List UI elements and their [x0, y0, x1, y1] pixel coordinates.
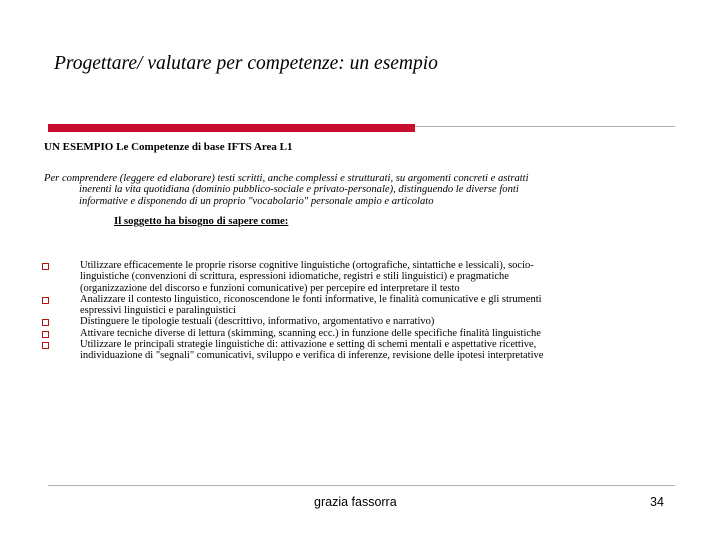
- intro-line: Per comprendere (leggere ed elaborare) testi scritti, anche complessi e strutturati, su argomenti concreti e astratti: [44, 173, 529, 184]
- list-item: [42, 328, 682, 339]
- list-item: [42, 260, 682, 294]
- footer-author: grazia fassorra: [314, 495, 397, 509]
- list-item-line: Utilizzare le principali strategie linguistiche di: attivazione e setting di schemi mentali e aspettative ricettive,: [80, 339, 537, 351]
- intro-line: inerenti la vita quotidiana (dominio pubblico-sociale e privato-personale), distinguendo le diverse fonti: [79, 184, 519, 196]
- list-item-line: Attivare tecniche diverse di lettura (skimming, scanning ecc.) in funzione delle specifiche finalità linguistiche: [80, 327, 541, 339]
- page-number: 34: [650, 495, 664, 509]
- list-item-line: (organizzazione del discorso e funzioni comunicative) per percepire ed interpretare il testo: [80, 282, 460, 294]
- list-item-line: Distinguere le tipologie testuali (descrittivo, informativo, argomentativo e narrativo): [80, 316, 435, 328]
- square-bullet-icon: [42, 319, 49, 326]
- list-item: [42, 339, 682, 362]
- list-item: [42, 316, 682, 327]
- square-bullet-icon: [42, 331, 49, 338]
- footer-divider: [48, 485, 675, 486]
- intro-paragraph: [44, 173, 674, 207]
- list-item-line: Utilizzare efficacemente le proprie risorse cognitive linguistiche (ortografiche, sintattiche e lessicali), socio-: [80, 260, 534, 271]
- intro-line: informative e disponendo di un proprio "vocabolario" personale ampio e articolato: [79, 195, 434, 207]
- section-heading: UN ESEMPIO Le Competenze di base IFTS Area L1: [44, 141, 293, 153]
- competence-list: [42, 260, 682, 362]
- square-bullet-icon: [42, 263, 49, 270]
- subheading: Il soggetto ha bisogno di sapere come:: [114, 215, 289, 227]
- list-item-line: linguistiche (convenzioni di scrittura, espressioni idiomatiche, registri e stili linguistici) e pragmatiche: [80, 271, 509, 283]
- list-item: [42, 294, 682, 317]
- square-bullet-icon: [42, 342, 49, 349]
- square-bullet-icon: [42, 297, 49, 304]
- list-item-line: individuazione di "segnali" comunicativi, sviluppo e verifica di inferenze, revisione delle ipotesi interpretative: [80, 350, 544, 362]
- list-item-line: espressivi linguistici e paralinguistici: [80, 305, 237, 317]
- accent-bar: [48, 124, 415, 132]
- list-item-line: Analizzare il contesto linguistico, riconoscendone le fonti informative, le finalità comunicative e gli strumenti: [80, 293, 542, 305]
- slide-title: Progettare/ valutare per competenze: un esempio: [54, 53, 438, 74]
